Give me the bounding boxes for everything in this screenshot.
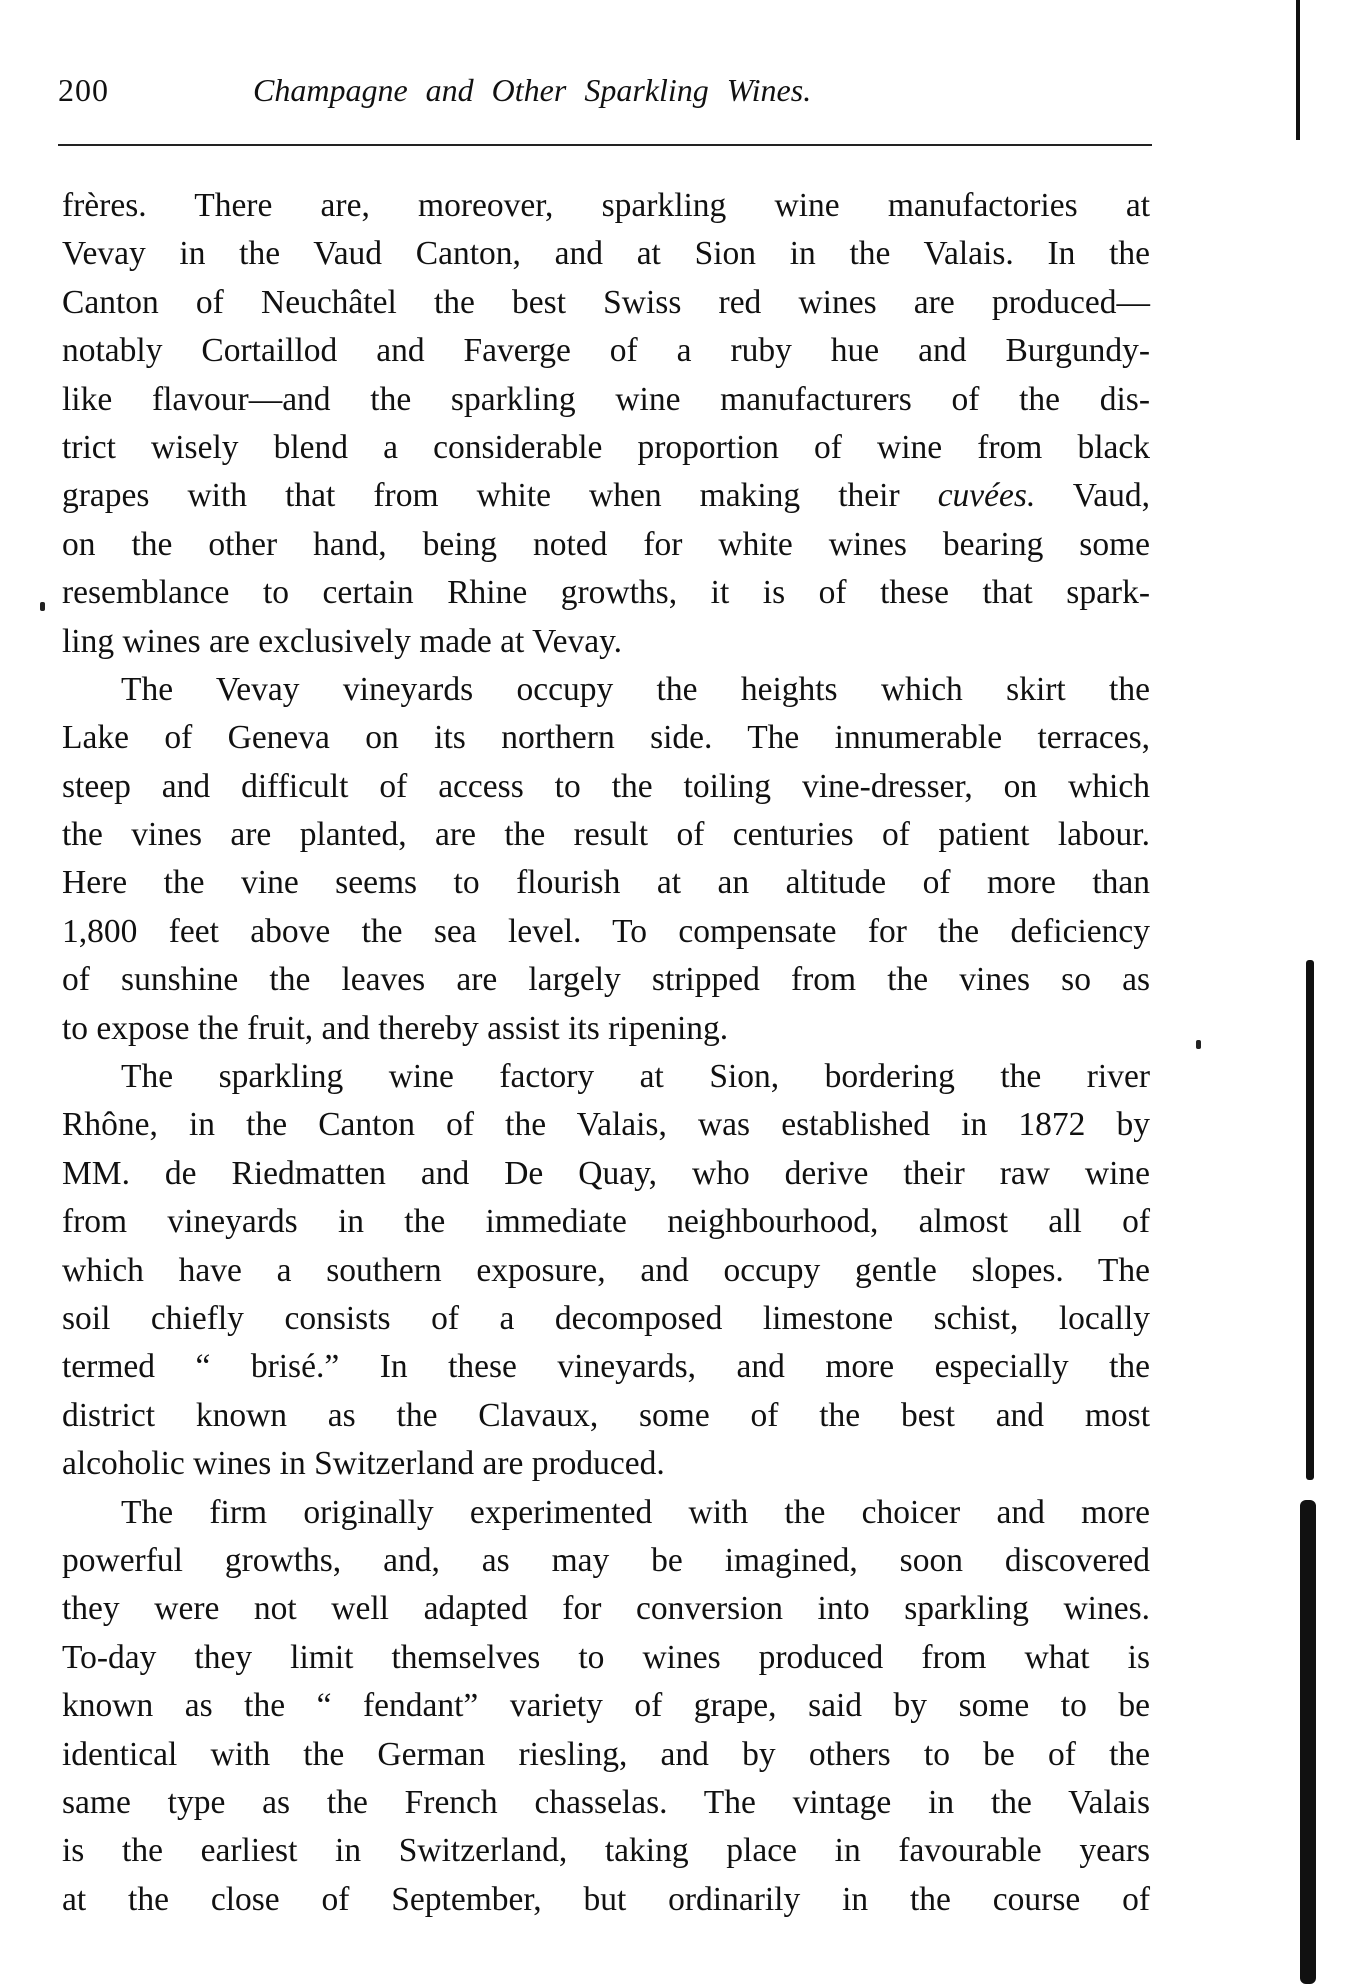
text-line: from vineyards in the immediate neighbourhood, almost all of bbox=[62, 1203, 1150, 1241]
text-line: Lake of Geneva on its northern side. The innumerable terraces, bbox=[62, 719, 1150, 757]
text-line: soil chiefly consists of a decomposed limestone schist, locally bbox=[62, 1299, 1150, 1337]
text-line: termed “ brisé.” In these vineyards, and more especially the bbox=[62, 1348, 1150, 1386]
running-title: Champagne and Other Sparkling Wines. bbox=[253, 72, 812, 108]
scan-edge-artifact-bottom bbox=[1300, 1500, 1316, 1984]
text-line: To-day they limit themselves to wines produced from what is bbox=[62, 1638, 1150, 1676]
text-line: they were not well adapted for conversion into sparkling wines. bbox=[62, 1590, 1150, 1628]
text-line: notably Cortaillod and Faverge of a ruby hue and Burgundy- bbox=[62, 332, 1150, 370]
text-line: known as the “ fendant” variety of grape, said by some to be bbox=[62, 1687, 1150, 1725]
text-line: The Vevay vineyards occupy the heights which skirt the bbox=[121, 670, 1150, 708]
text-line: frères. There are, moreover, sparkling wine manufactories at bbox=[62, 187, 1150, 224]
text-line: powerful growths, and, as may be imagined, soon discovered bbox=[62, 1541, 1150, 1579]
paragraph-1 bbox=[62, 182, 1150, 666]
scan-edge-artifact-top bbox=[1296, 0, 1300, 140]
page-number: 200 bbox=[58, 72, 109, 108]
running-header bbox=[58, 72, 1150, 116]
text-line: is the earliest in Switzerland, taking place in favourable years bbox=[62, 1832, 1150, 1870]
text-line bbox=[62, 472, 1150, 520]
text-line: 1,800 feet above the sea level. To compensate for the deficiency bbox=[62, 912, 1150, 950]
body-text bbox=[62, 182, 1150, 1924]
text-line: which have a southern exposure, and occupy gentle slopes. The bbox=[62, 1251, 1150, 1289]
scan-edge-artifact-middle bbox=[1306, 960, 1314, 1480]
text-line: Vevay in the Vaud Canton, and at Sion in the Valais. In the bbox=[62, 235, 1150, 273]
text-line: ling wines are exclusively made at Vevay. bbox=[62, 622, 623, 660]
text-line: resemblance to certain Rhine growths, it is of these that spark- bbox=[62, 574, 1150, 612]
text-line: steep and difficult of access to the toiling vine-dresser, on which bbox=[62, 767, 1150, 805]
paragraph-2 bbox=[62, 666, 1150, 1053]
text-line: district known as the Clavaux, some of the best and most bbox=[62, 1396, 1150, 1434]
text-line: of sunshine the leaves are largely stripped from the vines so as bbox=[62, 961, 1150, 999]
text-segment: Vaud, bbox=[1035, 477, 1151, 515]
text-line: to expose the fruit, and thereby assist its ripening. bbox=[62, 1009, 729, 1047]
text-line: Here the vine seems to flourish at an altitude of more than bbox=[62, 864, 1150, 902]
text-line: at the close of September, but ordinarily in the course of bbox=[62, 1880, 1150, 1918]
text-line: same type as the French chasselas. The vintage in the Valais bbox=[62, 1783, 1150, 1821]
text-line: Canton of Neuchâtel the best Swiss red wines are produced— bbox=[62, 283, 1150, 321]
text-line: trict wisely blend a considerable proportion of wine from black bbox=[62, 428, 1150, 466]
text-line: the vines are planted, are the result of centuries of patient labour. bbox=[62, 816, 1150, 854]
text-line: alcoholic wines in Switzerland are produced. bbox=[62, 1445, 665, 1483]
text-line: on the other hand, being noted for white wines bearing some bbox=[62, 525, 1150, 563]
text-line: The firm originally experimented with the choicer and more bbox=[121, 1493, 1150, 1531]
italic-term-cuvees: cuvées. bbox=[937, 477, 1036, 515]
scan-speck bbox=[40, 602, 45, 611]
text-line: Rhône, in the Canton of the Valais, was established in 1872 by bbox=[62, 1106, 1150, 1144]
text-segment: grapes with that from white when making their bbox=[62, 477, 938, 515]
text-line: like flavour—and the sparkling wine manufacturers of the dis- bbox=[62, 380, 1150, 418]
text-line: identical with the German riesling, and by others to be of the bbox=[62, 1735, 1150, 1773]
text-line: MM. de Riedmatten and De Quay, who derive their raw wine bbox=[62, 1154, 1150, 1192]
paragraph-3 bbox=[62, 1053, 1150, 1489]
header-rule bbox=[58, 144, 1152, 146]
scan-speck bbox=[1196, 1040, 1201, 1049]
paragraph-4 bbox=[62, 1489, 1150, 1925]
text-line: The sparkling wine factory at Sion, bordering the river bbox=[121, 1058, 1150, 1096]
